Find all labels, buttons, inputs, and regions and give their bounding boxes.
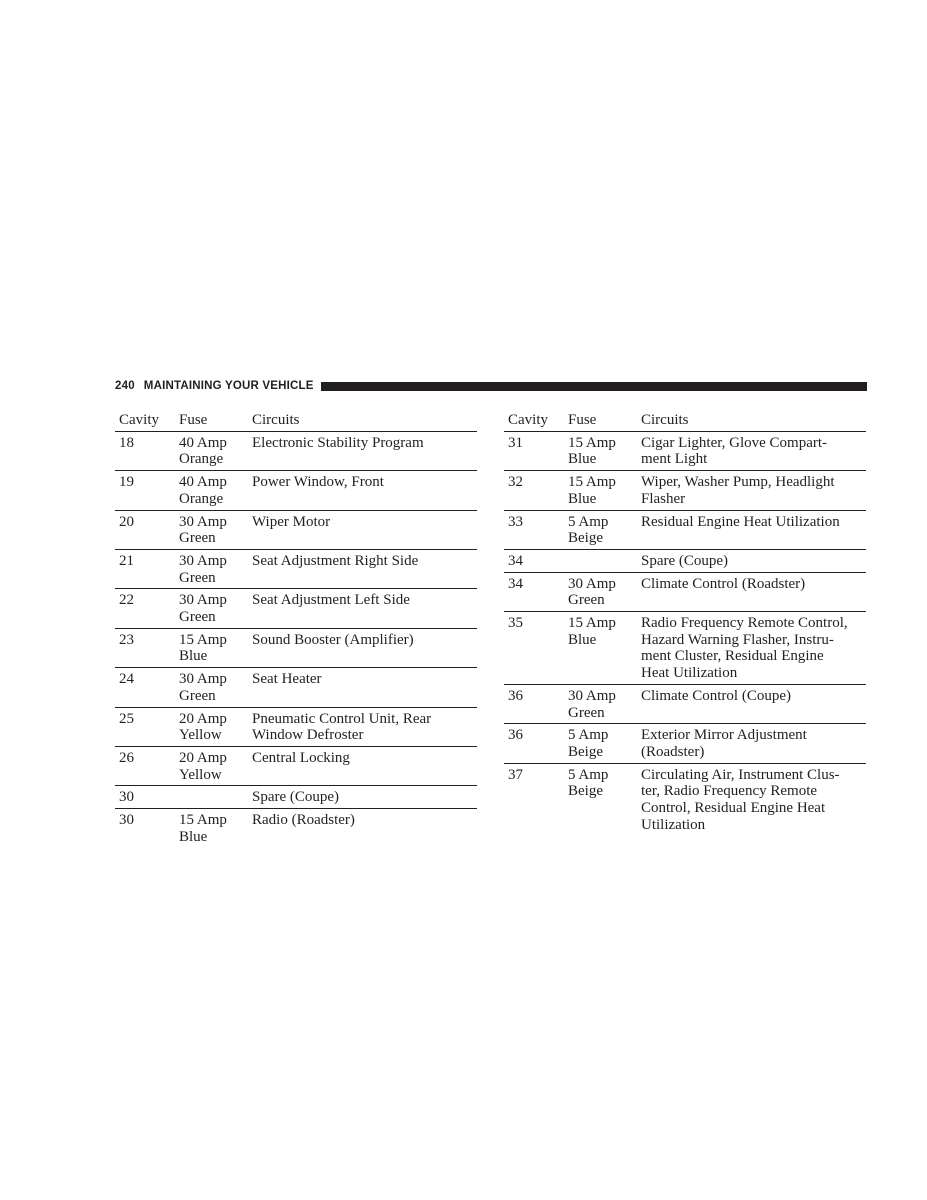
fuse-cell: 30 Amp Green bbox=[175, 589, 248, 628]
circuit-cell: Residual Engine Heat Utilization bbox=[637, 510, 866, 549]
cavity-cell: 18 bbox=[115, 431, 175, 470]
fuse-cell: 5 Amp Beige bbox=[568, 766, 609, 800]
circuit-cell: Circulating Air, Instrument Clus- ter, Radio Frequency Remote Control, Residual Engine Heat Utilization bbox=[641, 766, 840, 833]
table-row bbox=[504, 572, 866, 611]
cavity-cell: 36 bbox=[504, 684, 564, 723]
cavity-cell: 20 bbox=[115, 510, 175, 549]
fuse-cell: 30 Amp Green bbox=[564, 684, 637, 723]
fuse-cell: 20 Amp Yellow bbox=[175, 746, 248, 785]
cavity-cell: 35 bbox=[504, 612, 564, 685]
fuse-table-right-body bbox=[504, 431, 866, 835]
column-header-fuse: Fuse bbox=[175, 410, 248, 431]
fuse-cell: 15 Amp Blue bbox=[179, 812, 227, 845]
table-row bbox=[504, 724, 866, 763]
cavity-cell: 23 bbox=[115, 628, 175, 667]
table-header-row bbox=[115, 410, 477, 431]
fuse-cell bbox=[175, 786, 248, 809]
cavity-cell: 30 bbox=[115, 786, 175, 809]
fuse-table-right bbox=[504, 410, 866, 835]
circuit-cell: Pneumatic Control Unit, Rear Window Defroster bbox=[248, 707, 477, 746]
circuit-cell: Electronic Stability Program bbox=[248, 431, 477, 470]
circuit-cell: Spare (Coupe) bbox=[637, 549, 866, 572]
cavity-cell: 19 bbox=[115, 471, 175, 510]
fuse-cell: 30 Amp Green bbox=[175, 510, 248, 549]
table-header-row bbox=[504, 410, 866, 431]
table-row bbox=[115, 589, 477, 628]
fuse-cell: 15 Amp Blue bbox=[564, 431, 637, 470]
fuse-cell: 20 Amp Yellow bbox=[175, 707, 248, 746]
table-row bbox=[504, 510, 866, 549]
table-row bbox=[115, 549, 477, 588]
fuse-cell: 30 Amp Green bbox=[175, 549, 248, 588]
table-row bbox=[115, 628, 477, 667]
circuit-cell: Spare (Coupe) bbox=[248, 786, 477, 809]
table-row bbox=[504, 612, 866, 685]
circuit-cell: Exterior Mirror Adjustment (Roadster) bbox=[637, 724, 866, 763]
fuse-cell: 15 Amp Blue bbox=[564, 471, 637, 510]
table-row bbox=[115, 809, 477, 848]
cavity-cell: 22 bbox=[115, 589, 175, 628]
circuit-cell: Sound Booster (Amplifier) bbox=[248, 628, 477, 667]
table-row bbox=[115, 431, 477, 470]
fuse-cell: 15 Amp Blue bbox=[564, 612, 637, 685]
column-header-circuits: Circuits bbox=[248, 410, 477, 431]
table-row bbox=[504, 431, 866, 470]
page-number: 240 bbox=[115, 380, 135, 392]
table-row bbox=[115, 510, 477, 549]
table-row bbox=[115, 668, 477, 707]
cavity-cell: 30 bbox=[119, 812, 134, 829]
circuit-cell: Climate Control (Roadster) bbox=[637, 572, 866, 611]
fuse-table-left-body bbox=[115, 431, 477, 847]
table-row bbox=[504, 763, 866, 835]
circuit-cell: Central Locking bbox=[248, 746, 477, 785]
table-row bbox=[504, 471, 866, 510]
column-header-cavity: Cavity bbox=[504, 410, 564, 431]
table-row bbox=[115, 471, 477, 510]
fuse-cell: 30 Amp Green bbox=[564, 572, 637, 611]
circuit-cell: Radio Frequency Remote Control, Hazard Warning Flasher, Instru- ment Cluster, Residual Engine Heat Utilization bbox=[637, 612, 866, 685]
cavity-cell: 26 bbox=[115, 746, 175, 785]
fuse-cell: 30 Amp Green bbox=[175, 668, 248, 707]
table-row bbox=[504, 549, 866, 572]
cavity-cell: 32 bbox=[504, 471, 564, 510]
cavity-cell: 33 bbox=[504, 510, 564, 549]
circuit-cell: Cigar Lighter, Glove Compart- ment Light bbox=[637, 431, 866, 470]
table-row bbox=[115, 786, 477, 809]
fuse-cell: 40 Amp Orange bbox=[175, 431, 248, 470]
circuit-cell: Climate Control (Coupe) bbox=[637, 684, 866, 723]
header-rule-bar bbox=[321, 382, 867, 391]
cavity-cell: 34 bbox=[504, 549, 564, 572]
table-row bbox=[115, 746, 477, 785]
fuse-cell bbox=[564, 549, 637, 572]
circuit-cell: Wiper Motor bbox=[248, 510, 477, 549]
cavity-cell: 24 bbox=[115, 668, 175, 707]
circuit-cell: Radio (Roadster) bbox=[252, 812, 355, 829]
circuit-cell: Power Window, Front bbox=[248, 471, 477, 510]
circuit-cell: Seat Adjustment Left Side bbox=[248, 589, 477, 628]
circuit-cell: Wiper, Washer Pump, Headlight Flasher bbox=[637, 471, 866, 510]
cavity-cell: 37 bbox=[508, 766, 523, 783]
fuse-cell: 15 Amp Blue bbox=[175, 628, 248, 667]
fuse-table-left bbox=[115, 410, 477, 847]
table-row bbox=[115, 707, 477, 746]
cavity-cell: 31 bbox=[504, 431, 564, 470]
circuit-cell: Seat Heater bbox=[248, 668, 477, 707]
column-header-cavity: Cavity bbox=[115, 410, 175, 431]
cavity-cell: 36 bbox=[504, 724, 564, 763]
column-header-fuse: Fuse bbox=[564, 410, 637, 431]
table-row bbox=[504, 684, 866, 723]
cavity-cell: 21 bbox=[115, 549, 175, 588]
cavity-cell: 25 bbox=[115, 707, 175, 746]
cavity-cell: 34 bbox=[504, 572, 564, 611]
fuse-cell: 5 Amp Beige bbox=[564, 724, 637, 763]
column-header-circuits: Circuits bbox=[637, 410, 866, 431]
fuse-cell: 40 Amp Orange bbox=[175, 471, 248, 510]
fuse-cell: 5 Amp Beige bbox=[564, 510, 637, 549]
page-header bbox=[115, 379, 867, 393]
section-title: MAINTAINING YOUR VEHICLE bbox=[143, 380, 314, 392]
circuit-cell: Seat Adjustment Right Side bbox=[248, 549, 477, 588]
